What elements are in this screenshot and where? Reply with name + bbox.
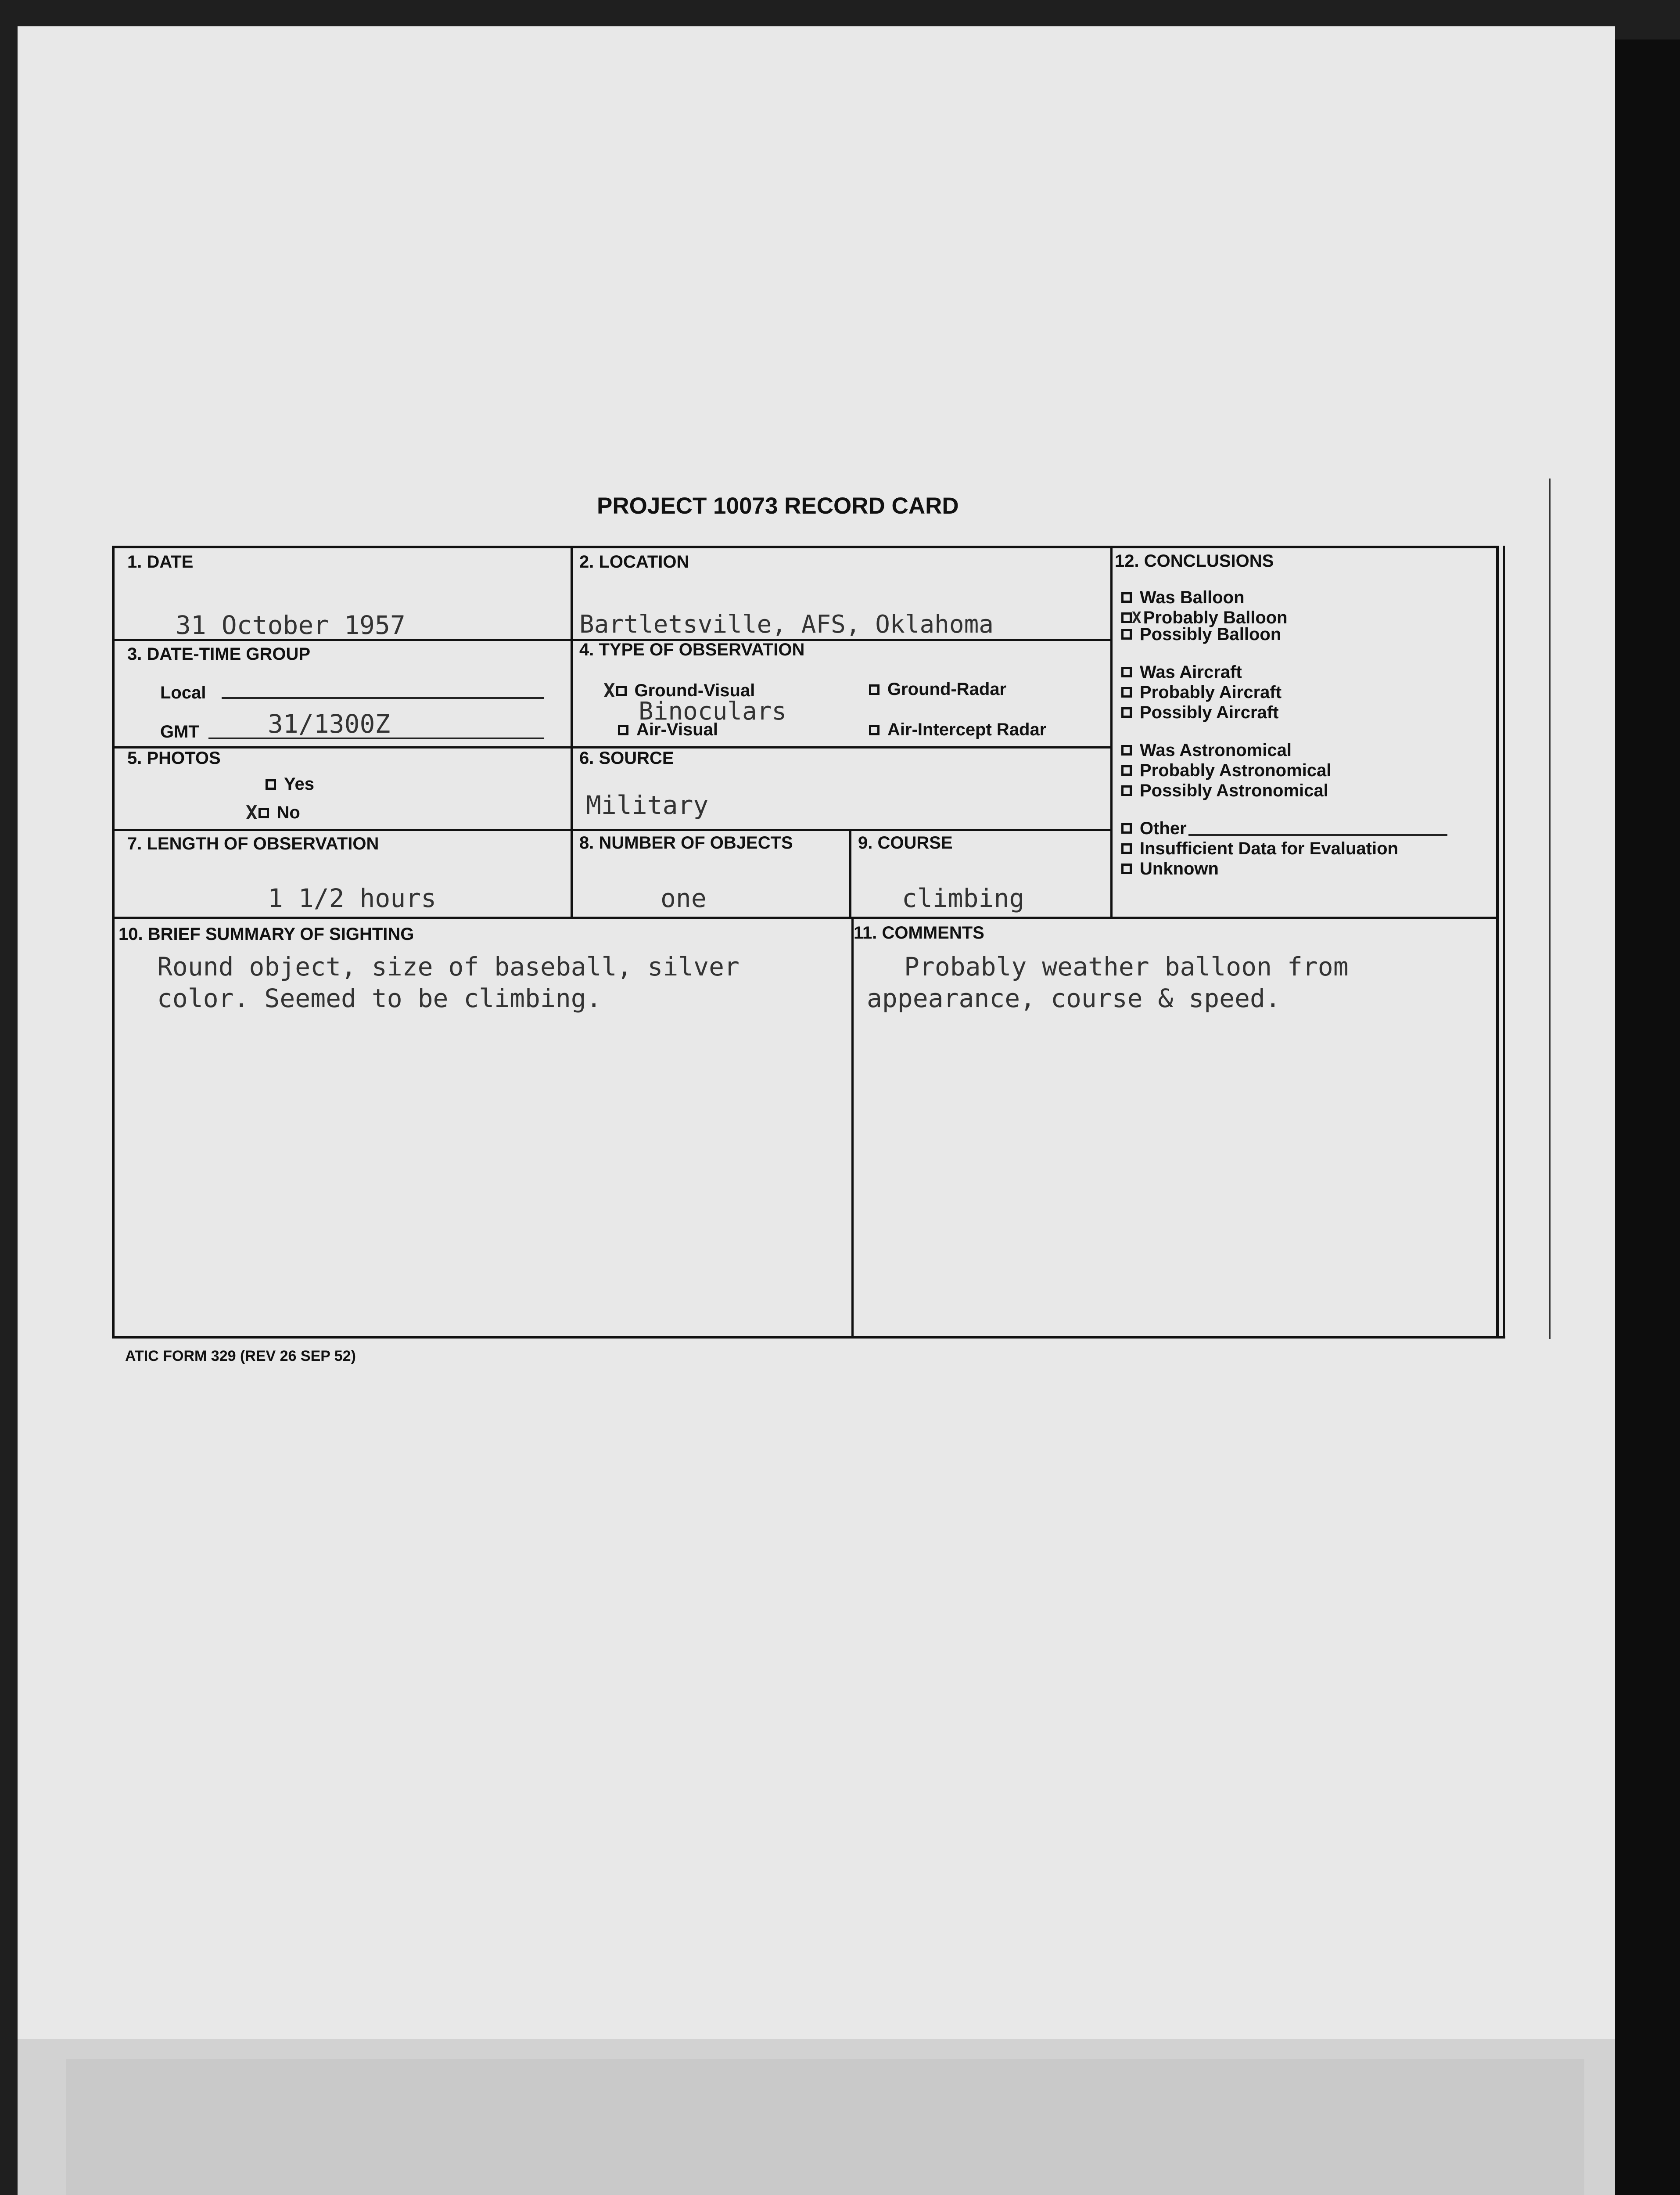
type-of-observation-label: 4. TYPE OF OBSERVATION [579,640,805,659]
form-id: ATIC FORM 329 (REV 26 SEP 52) [125,1348,356,1364]
observation-typed-note: Binoculars [639,697,787,726]
conclusion-checkbox [1121,765,1132,776]
gmt-label: GMT [160,722,199,741]
conclusion-checkbox [1121,864,1132,874]
ground-radar-option [869,680,1006,699]
conclusion-item-probably-astronomical [1121,760,1447,781]
conclusion-label: Insufficient Data for Evaluation [1140,838,1398,858]
probably-balloon-mark: X [1132,608,1142,627]
conclusion-label: Probably Aircraft [1140,682,1282,702]
conclusion-item-unknown [1121,859,1447,879]
brief-summary-line-1: Round object, size of baseball, silver [157,952,739,982]
comments-label: 11. COMMENTS [854,923,984,943]
conclusion-item-insufficient-data [1121,838,1447,859]
location-value: Bartletsville, AFS, Oklahoma [579,610,994,639]
conclusion-checkbox [1121,843,1132,854]
course-value: climbing [902,883,1025,913]
air-intercept-radar-checkbox [869,725,879,735]
number-of-objects-value: one [661,883,707,913]
conclusion-checkbox [1121,667,1132,677]
photos-label: 5. PHOTOS [127,748,221,768]
photos-yes-option [266,774,314,794]
scan-edge-shadow [1615,40,1680,2195]
conclusion-item-possibly-aircraft [1121,702,1447,723]
air-visual-checkbox [618,725,628,735]
local-label: Local [160,683,206,702]
ground-visual-label: Ground-Visual [634,681,755,700]
local-underline [222,697,544,699]
date-label: 1. DATE [127,552,194,572]
paper-sheet [18,26,1615,2039]
conclusion-checkbox [1121,823,1132,834]
photos-no-option [246,802,300,824]
ground-radar-checkbox [869,684,879,695]
ground-visual-checkbox [616,686,627,696]
conclusion-item-was-aircraft [1121,662,1447,682]
scan-background-band [66,2059,1584,2195]
conclusion-label: Was Balloon [1140,587,1245,607]
conclusion-label: Possibly Aircraft [1140,702,1279,722]
conclusion-label: Was Astronomical [1140,740,1292,760]
brief-summary-label: 10. BRIEF SUMMARY OF SIGHTING [118,925,414,944]
conclusion-checkbox [1121,612,1132,623]
other-underline [1188,834,1447,836]
ground-radar-label: Ground-Radar [887,680,1007,699]
conclusion-item-other [1121,818,1447,838]
photos-yes-label: Yes [284,774,314,794]
location-label: 2. LOCATION [579,552,689,572]
air-intercept-radar-label: Air-Intercept Radar [887,720,1047,739]
air-visual-label: Air-Visual [636,720,718,739]
length-of-observation-value: 1 1/2 hours [268,883,437,913]
course-label: 9. COURSE [858,833,953,853]
conclusion-item-probably-aircraft [1121,682,1447,702]
conclusion-item-was-balloon [1121,587,1447,608]
air-visual-option [618,720,718,740]
photos-yes-checkbox [266,779,276,790]
length-of-observation-label: 7. LENGTH OF OBSERVATION [127,834,379,853]
source-value: Military [586,790,709,820]
conclusion-checkbox [1121,592,1132,603]
comments-line-1: Probably weather balloon from [904,952,1349,982]
ground-visual-mark: X [603,680,615,702]
conclusion-checkbox [1121,687,1132,698]
conclusion-item-was-astronomical [1121,740,1447,760]
conclusion-label: Probably Balloon [1143,608,1288,627]
conclusions-list [1121,587,1447,879]
photos-no-mark: X [246,802,258,824]
number-of-objects-label: 8. NUMBER OF OBJECTS [579,833,793,853]
source-label: 6. SOURCE [579,748,674,768]
card-title: PROJECT 10073 RECORD CARD [597,493,959,519]
gmt-value: 31/1300Z [268,709,391,739]
comments-line-2: appearance, course & speed. [867,983,1281,1013]
conclusions-label: 12. CONCLUSIONS [1115,551,1274,571]
brief-summary-line-2: color. Seemed to be climbing. [157,983,602,1013]
conclusion-label: Was Aircraft [1140,662,1242,682]
date-time-group-label: 3. DATE-TIME GROUP [127,644,311,664]
date-value: 31 October 1957 [176,610,406,640]
air-intercept-radar-option [869,720,1046,740]
conclusion-item-possibly-astronomical [1121,781,1447,801]
photos-no-checkbox [258,808,269,818]
conclusion-checkbox [1121,629,1132,640]
conclusion-label: Possibly Balloon [1140,624,1282,644]
conclusion-checkbox [1121,745,1132,756]
conclusion-checkbox [1121,785,1132,796]
conclusion-checkbox [1121,707,1132,718]
conclusion-label: Unknown [1140,859,1219,878]
photos-no-label: No [276,803,300,822]
conclusion-label: Other [1140,818,1187,838]
conclusion-label: Possibly Astronomical [1140,781,1328,800]
conclusion-label: Probably Astronomical [1140,760,1332,780]
